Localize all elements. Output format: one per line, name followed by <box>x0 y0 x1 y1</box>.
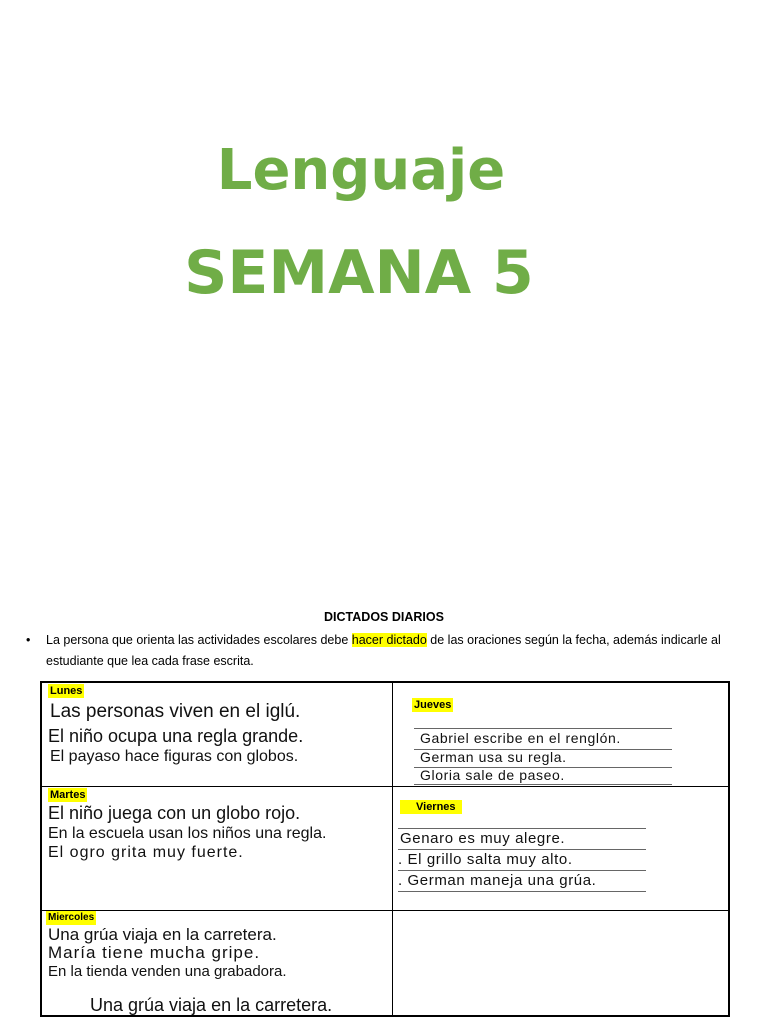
sentence-lunes-2: El niño ocupa una regla grande. <box>48 726 304 746</box>
cover-subtitle: SEMANA 5 <box>184 238 534 308</box>
instruction-highlight: hacer dictado <box>351 633 427 647</box>
sentence-viernes-3: . German maneja una grúa. <box>398 872 597 889</box>
sentence-lunes-1: Las personas viven en el iglú. <box>50 701 301 722</box>
sentence-jueves-3: Gloria sale de paseo. <box>420 767 565 783</box>
sentence-viernes-2: . El grillo salta muy alto. <box>398 851 573 868</box>
dictation-table <box>40 681 730 1017</box>
ruled-line <box>398 891 646 892</box>
sentence-viernes-1: Genaro es muy alegre. <box>400 830 566 847</box>
sentence-miercoles-2: María tiene mucha gripe. <box>48 943 261 962</box>
sentence-martes-2: En la escuela usan los niños una regla. <box>48 825 327 842</box>
sentence-lunes-3: El payaso hace figuras con globos. <box>50 748 299 765</box>
sentence-miercoles-3: En la tienda venden una grabadora. <box>48 963 287 980</box>
sentence-miercoles-1: Una grúa viaja en la carretera. <box>48 925 277 944</box>
day-label-lunes: Lunes <box>50 685 83 697</box>
instruction-text-start: La persona que orienta las actividades escolares debe <box>46 633 352 647</box>
day-label-viernes: Viernes <box>400 800 462 814</box>
sentence-jueves-1: Gabriel escribe en el renglón. <box>420 730 621 746</box>
table-row-divider <box>42 910 728 911</box>
ruled-line <box>398 849 646 850</box>
ruled-line <box>414 728 672 729</box>
sentence-martes-3: El ogro grita muy fuerte. <box>48 844 244 861</box>
worksheet-heading: DICTADOS DIARIOS <box>324 610 444 624</box>
instruction-text-end: de las oraciones según la fecha, además indicarle al estudiante que lea cada frase escrita. <box>46 633 721 668</box>
sentence-jueves-2: German usa su regla. <box>420 749 567 765</box>
table-column-divider <box>392 683 393 1015</box>
day-label-jueves: Jueves <box>414 699 452 711</box>
day-label-martes: Martes <box>50 789 86 801</box>
ruled-line <box>398 828 646 829</box>
ruled-line <box>398 870 646 871</box>
bullet-icon: • <box>26 633 31 647</box>
sentence-martes-1: El niño juega con un globo rojo. <box>48 803 301 823</box>
instruction-text <box>46 630 736 672</box>
cover-title: Lenguaje <box>216 138 506 203</box>
table-row-divider <box>42 786 728 787</box>
day-label-miercoles: Miercoles <box>48 912 95 923</box>
ruled-line <box>414 784 672 785</box>
sentence-miercoles-4: Una grúa viaja en la carretera. <box>90 995 333 1015</box>
